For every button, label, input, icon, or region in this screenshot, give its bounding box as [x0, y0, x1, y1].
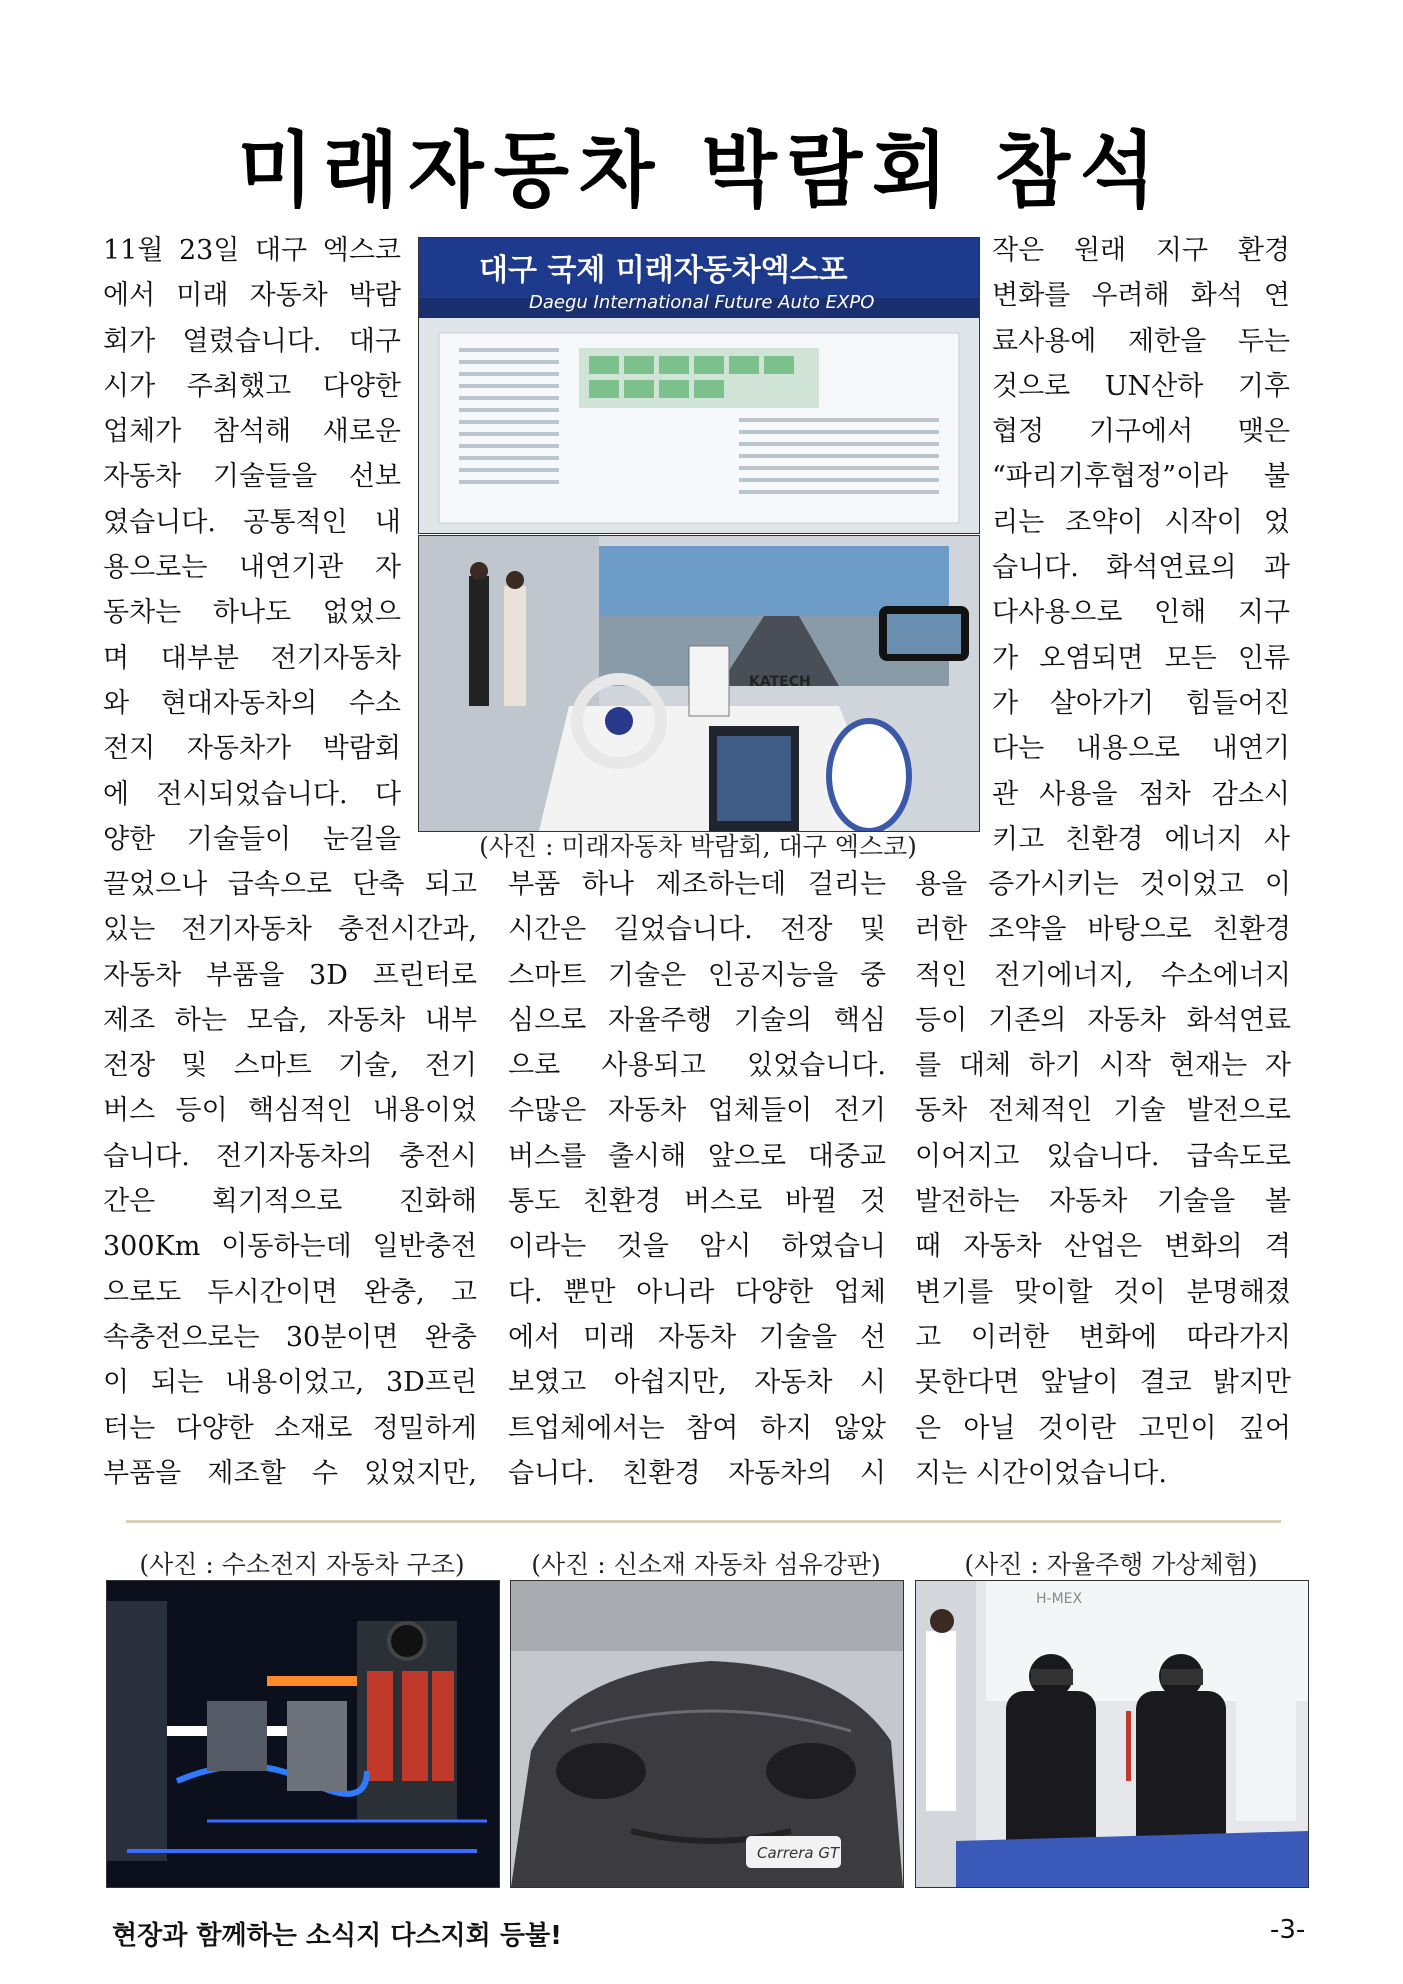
text-line: 키고 친환경 에너지 사	[992, 823, 1290, 855]
text-line: 자동차 부품을 3D 프린터로	[103, 959, 477, 991]
text-line: 에 전시되었습니다. 다	[103, 778, 401, 810]
page-title: 미래자동차 박람회 참석	[237, 124, 1166, 219]
banner-english-text: Daegu International Future Auto EXPO	[529, 292, 875, 313]
text-line: 가 오염되면 모든 인류	[992, 642, 1290, 674]
text-line: 를 대체 하기 시작 현재는 자	[915, 1050, 1291, 1082]
text-line: 에서 미래 자동차 기술을 선	[508, 1321, 886, 1353]
text-line: 러한 조약을 바탕으로 친환경	[915, 914, 1291, 946]
text-line: 관 사용을 점차 감소시	[992, 778, 1290, 810]
text-line: 간은 획기적으로 진화해	[103, 1186, 477, 1218]
text-line: 으로도 두시간이면 완충, 고	[103, 1276, 477, 1308]
text-line: 가 살아가기 힘들어진	[992, 687, 1290, 719]
photo-caption-carbon: (사진 : 신소재 자동차 섬유강판)	[531, 1550, 881, 1579]
text-line: “파리기후협정”이라 불	[992, 461, 1290, 493]
text-line: 시간은 길었습니다. 전장 및	[508, 914, 886, 946]
article-column-1	[103, 862, 477, 1496]
text-line: 습니다. 친환경 자동차의 시	[508, 1457, 886, 1489]
text-line: 부품을 제조할 수 있었지만,	[103, 1457, 477, 1489]
text-line: 이어지고 있습니다. 급속도로	[915, 1140, 1291, 1172]
katech-label: KATECH	[749, 674, 811, 690]
text-line: 통도 친환경 버스로 바뀔 것	[508, 1186, 886, 1218]
text-line: 스마트 기술은 인공지능을 중	[508, 959, 886, 991]
text-line: 다. 뿐만 아니라 다양한 업체	[508, 1276, 886, 1308]
photo-caption-vr: (사진 : 자율주행 가상체험)	[964, 1550, 1258, 1579]
text-line: 다사용으로 인해 지구	[992, 597, 1290, 629]
text-line: 터는 다양한 소재로 정밀하게	[103, 1412, 477, 1444]
text-line: 용으로는 내연기관 자	[103, 552, 401, 584]
text-line: 변기를 맞이할 것이 분명해졌	[915, 1276, 1291, 1308]
text-line: 변화를 우려해 화석 연	[992, 280, 1290, 312]
cockpit-simulator-photo	[418, 535, 980, 832]
text-line: 때 자동차 산업은 변화의 격	[915, 1231, 1291, 1263]
text-line: 회가 열렸습니다. 대구	[103, 325, 401, 357]
text-line: 습니다. 전기자동차의 충전시	[103, 1140, 477, 1172]
text-line: 동차는 하나도 없었으	[103, 597, 401, 629]
page-number: -3-	[1270, 1915, 1306, 1945]
text-line: 300Km 이동하는데 일반충전	[103, 1231, 477, 1263]
text-line: 였습니다. 공통적인 내	[103, 506, 401, 538]
main-photo-caption: (사진 : 미래자동차 박람회, 대구 엑스코)	[479, 832, 917, 861]
text-line: 제조 하는 모습, 자동차 내부	[103, 1004, 477, 1036]
text-line: 트업체에서는 참여 하지 않았	[508, 1412, 886, 1444]
text-line: 은 아닐 것이란 고민이 깊어	[915, 1412, 1291, 1444]
text-line: 적인 전기에너지, 수소에너지	[915, 959, 1291, 991]
text-line: 발전하는 자동차 기술을 볼	[915, 1186, 1291, 1218]
carbon-fiber-car-photo	[510, 1580, 904, 1888]
text-line: 버스 등이 핵심적인 내용이었	[103, 1095, 477, 1127]
text-line: 보였고 아쉽지만, 자동차 시	[508, 1367, 886, 1399]
text-line: 업체가 참석해 새로운	[103, 416, 401, 448]
text-line: 며 대부분 전기자동차	[103, 642, 401, 674]
article-column-3	[915, 862, 1291, 1496]
photo-caption-hydrogen: (사진 : 수소전지 자동차 구조)	[139, 1550, 465, 1579]
text-line: 와 현대자동차의 수소	[103, 687, 401, 719]
hydrogen-fuel-cell-photo	[106, 1580, 500, 1888]
text-line: 전장 및 스마트 기술, 전기	[103, 1050, 477, 1082]
text-line: 심으로 자율주행 기술의 핵심	[508, 1004, 886, 1036]
text-line: 11월 23일 대구 엑스코	[103, 235, 401, 266]
banner-korean-text: 대구 국제 미래자동차엑스포	[479, 253, 848, 288]
text-line: 못한다면 앞날이 결코 밝지만	[915, 1367, 1291, 1399]
booth-sign-text: H-MEX	[1036, 1591, 1083, 1607]
text-line: 양한 기술들이 눈길을	[103, 823, 401, 855]
footer-slogan: 현장과 함께하는 소식지 다스지회 등불!	[112, 1921, 562, 1951]
text-line: 에서 미래 자동차 박람	[103, 280, 401, 312]
text-line: 시가 주최했고 다양한	[103, 370, 401, 402]
text-line: 속충전으로는 30분이면 완충	[103, 1321, 477, 1353]
text-line: 버스를 출시해 앞으로 대중교	[508, 1140, 886, 1172]
text-line: 끌었으나 급속으로 단축 되고	[103, 869, 477, 900]
text-line: 등이 기존의 자동차 화석연료	[915, 1004, 1291, 1036]
text-line: 이 되는 내용이었고, 3D프린	[103, 1367, 477, 1399]
text-line: 료사용에 제한을 두는	[992, 325, 1290, 357]
expo-banner-photo	[418, 237, 980, 534]
article-text-top-left	[103, 228, 401, 862]
text-line: 다는 내용으로 내연기	[992, 733, 1290, 765]
text-line: 것으로 UN산하 기후	[992, 370, 1290, 402]
text-line: 이라는 것을 암시 하였습니	[508, 1231, 886, 1263]
article-column-2	[508, 862, 886, 1496]
text-line: 부품 하나 제조하는데 걸리는	[508, 869, 886, 900]
text-line: 자동차 기술들을 선보	[103, 461, 401, 493]
text-line: 지는 시간이었습니다.	[915, 1457, 1167, 1489]
text-line: 있는 전기자동차 충전시간과,	[103, 914, 477, 946]
text-line: 용을 증가시키는 것이었고 이	[915, 869, 1291, 900]
text-line: 전지 자동차가 박람회	[103, 733, 401, 765]
text-line: 수많은 자동차 업체들이 전기	[508, 1095, 886, 1127]
text-line: 리는 조약이 시작이 었	[992, 506, 1290, 538]
vr-driving-photo	[915, 1580, 1309, 1888]
article-text-top-right	[992, 228, 1290, 862]
car-badge-text: Carrera GT	[757, 1844, 840, 1862]
section-divider	[126, 1520, 1281, 1523]
text-line: 고 이러한 변화에 따라가지	[915, 1321, 1291, 1353]
text-line: 동차 전체적인 기술 발전으로	[915, 1095, 1291, 1127]
text-line: 작은 원래 지구 환경	[992, 235, 1290, 266]
text-line: 협정 기구에서 맺은	[992, 416, 1290, 448]
text-line: 으로 사용되고 있었습니다.	[508, 1050, 886, 1082]
text-line: 습니다. 화석연료의 과	[992, 552, 1290, 584]
